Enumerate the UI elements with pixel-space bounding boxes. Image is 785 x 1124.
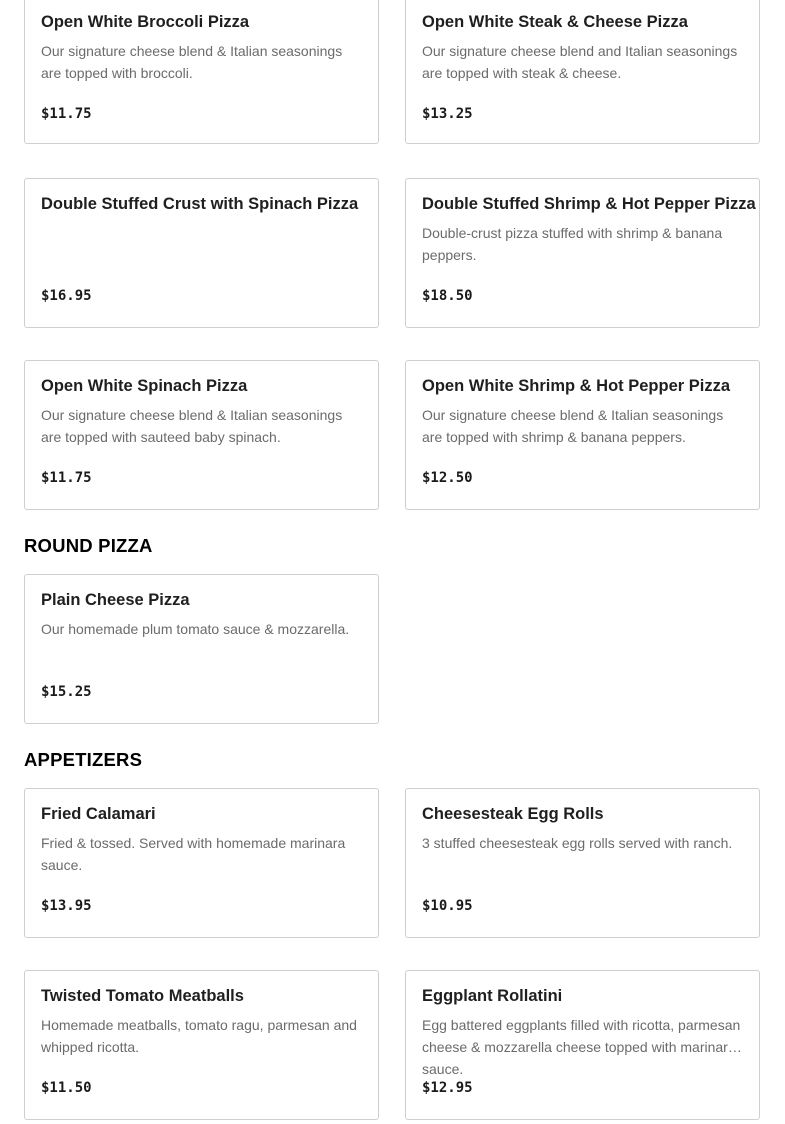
item-title: Eggplant Rollatini (422, 987, 563, 1005)
item-description: Egg battered eggplants filled with ricotta, parmesan cheese & mozzarella cheese topped with marinara sauce. (422, 1017, 741, 1077)
item-description: Homemade meatballs, tomato ragu, parmesan and whipped ricotta. (41, 1017, 357, 1055)
item-price: $12.95 (422, 1080, 473, 1096)
item-title: Double Stuffed Shrimp & Hot Pepper Pizza (422, 195, 756, 213)
item-title: Open White Steak & Cheese Pizza (422, 13, 688, 31)
item-price: $11.75 (41, 106, 92, 122)
item-title: Cheesesteak Egg Rolls (422, 805, 604, 823)
section-heading-round-pizza: ROUND PIZZA (24, 535, 153, 556)
item-price: $12.50 (422, 470, 473, 486)
menu-item-card[interactable] (24, 970, 379, 1120)
item-price: $11.75 (41, 470, 92, 486)
item-title: Double Stuffed Crust with Spinach Pizza (41, 195, 359, 213)
item-title: Open White Shrimp & Hot Pepper Pizza (422, 377, 731, 395)
item-price: $13.95 (41, 898, 92, 914)
item-title: Open White Broccoli Pizza (41, 13, 250, 31)
menu-item-card[interactable] (405, 970, 760, 1120)
menu-item-card[interactable] (24, 178, 379, 328)
item-price: $15.25 (41, 684, 92, 700)
item-price: $11.50 (41, 1080, 92, 1096)
menu-item-card[interactable] (405, 360, 760, 510)
item-price: $10.95 (422, 898, 473, 914)
item-description: Our signature cheese blend & Italian seasonings are topped with broccoli. (41, 43, 343, 81)
menu-item-card[interactable] (24, 574, 379, 724)
item-price: $16.95 (41, 288, 92, 304)
item-price: $13.25 (422, 106, 473, 122)
menu-item-card[interactable] (24, 360, 379, 510)
item-description: Our signature cheese blend & Italian seasonings are topped with shrimp & banana peppers. (422, 407, 724, 445)
item-title: Open White Spinach Pizza (41, 377, 248, 395)
item-title: Twisted Tomato Meatballs (41, 987, 244, 1005)
item-description: Double-crust pizza stuffed with shrimp & banana peppers. (422, 225, 723, 263)
item-description: Our homemade plum tomato sauce & mozzarella. (41, 621, 350, 637)
item-title: Plain Cheese Pizza (41, 591, 190, 609)
item-description: Fried & tossed. Served with homemade marinara sauce. (41, 835, 346, 873)
menu-item-card[interactable] (405, 788, 760, 938)
menu-item-card[interactable] (405, 0, 760, 144)
menu-item-card[interactable] (405, 178, 760, 328)
item-price: $18.50 (422, 288, 473, 304)
item-description: Our signature cheese blend & Italian seasonings are topped with sauteed baby spinach. (41, 407, 343, 445)
item-description: 3 stuffed cheesesteak egg rolls served with ranch. (422, 835, 733, 851)
section-heading-appetizers: APPETIZERS (24, 749, 143, 770)
menu-item-card[interactable] (24, 788, 379, 938)
item-description: Our signature cheese blend and Italian seasonings are topped with steak & cheese. (422, 43, 738, 81)
item-title: Fried Calamari (41, 805, 156, 823)
menu-item-card[interactable] (24, 0, 379, 144)
